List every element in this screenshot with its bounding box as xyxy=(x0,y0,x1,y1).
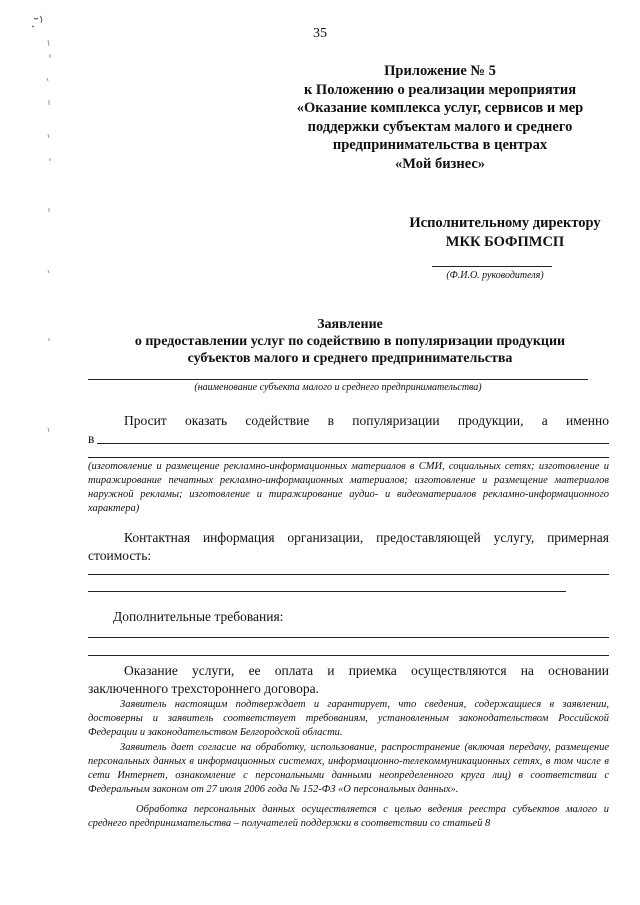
provision-text-cont: заключенного трехстороннего договора. xyxy=(88,681,319,696)
provision-text: Оказание услуги, ее оплата и приемка осуществляются на основании xyxy=(124,663,609,678)
page-number: 35 xyxy=(313,26,327,41)
application-title: Заявление xyxy=(317,317,383,332)
contact-line-2[interactable] xyxy=(88,591,566,592)
additional-line[interactable] xyxy=(88,637,609,638)
addressee-organization: МКК БОФПМСП xyxy=(445,234,565,250)
director-name-line[interactable] xyxy=(432,266,552,267)
appendix-line: к Положению о реализации мероприятия xyxy=(303,81,577,98)
contact-line[interactable] xyxy=(88,574,609,575)
application-heading xyxy=(100,316,600,367)
appendix-line: предпринимательства в центрах xyxy=(332,137,548,153)
addressee-position: Исполнительному директору xyxy=(409,215,601,231)
addressee-block xyxy=(370,214,640,252)
contact-text-cont: стоимость: xyxy=(88,548,152,563)
application-subtitle: субъектов малого и среднего предпринимательства xyxy=(187,351,513,366)
entity-name-caption: (наименование субъекта малого и среднего предпринимательства) xyxy=(194,382,482,393)
additional-requirements-label: Дополнительные требования: xyxy=(113,609,284,624)
consent-paragraph: Заявитель дает согласие на обработку, использование, распространение (включая передачу, размещение персональных данных в информационных системах, информационно-телекоммуникационных сетях, в том числе в сети Интернет, ознакомление с персональными данными неопределенного круга лиц) в соответствии с Федеральным законом от 27 июля 2006 года № 152-ФЗ «О персональных данных». xyxy=(88,742,609,795)
appendix-line: Приложение № 5 xyxy=(384,63,496,79)
processing-paragraph: Обработка персональных данных осуществляется с целью ведения реестра субъектов малого и среднего предпринимательства – получателей поддержки в соответствии со статьей 8 xyxy=(88,804,609,829)
appendix-line: «Мой бизнес» xyxy=(394,155,486,172)
appendix-header xyxy=(250,62,630,173)
appendix-line: «Оказание комплекса услуг, сервисов и мер xyxy=(296,100,584,116)
services-line-2[interactable] xyxy=(88,457,609,458)
services-line[interactable] xyxy=(97,443,609,444)
request-text: Просит оказать содействие в популяризации продукции, а именно xyxy=(124,413,609,428)
scan-margin-marks xyxy=(26,8,56,468)
services-caption: (изготовление и размещение рекламно-информационных материалов в СМИ, социальных сетях; изготовление и тиражирование печатных рекламно-информационных материалов; изготовление и размещение материалов наружной рекламы; изготовление и тиражирование аудио- и видеоматериалов рекламно-информационного характера) xyxy=(88,461,609,514)
confirmation-paragraph: Заявитель настоящим подтверждает и гарантирует, что сведения, содержащиеся в заявлении, достоверны и заявитель соответствует требованиям, установленным законодательством Российской Федерации и законодательством Белгородской области. xyxy=(88,699,609,738)
application-subtitle: о предоставлении услуг по содействию в популяризации продукции xyxy=(134,334,566,349)
contact-text: Контактная информация организации, предоставляющей услугу, примерная xyxy=(124,530,609,545)
director-name-caption: (Ф.И.О. руководителя) xyxy=(446,270,544,281)
appendix-line: поддержки субъектам малого и среднего xyxy=(307,118,573,135)
entity-name-line[interactable] xyxy=(88,379,588,380)
additional-line-2[interactable] xyxy=(88,655,609,656)
request-prefix: в xyxy=(88,431,95,446)
